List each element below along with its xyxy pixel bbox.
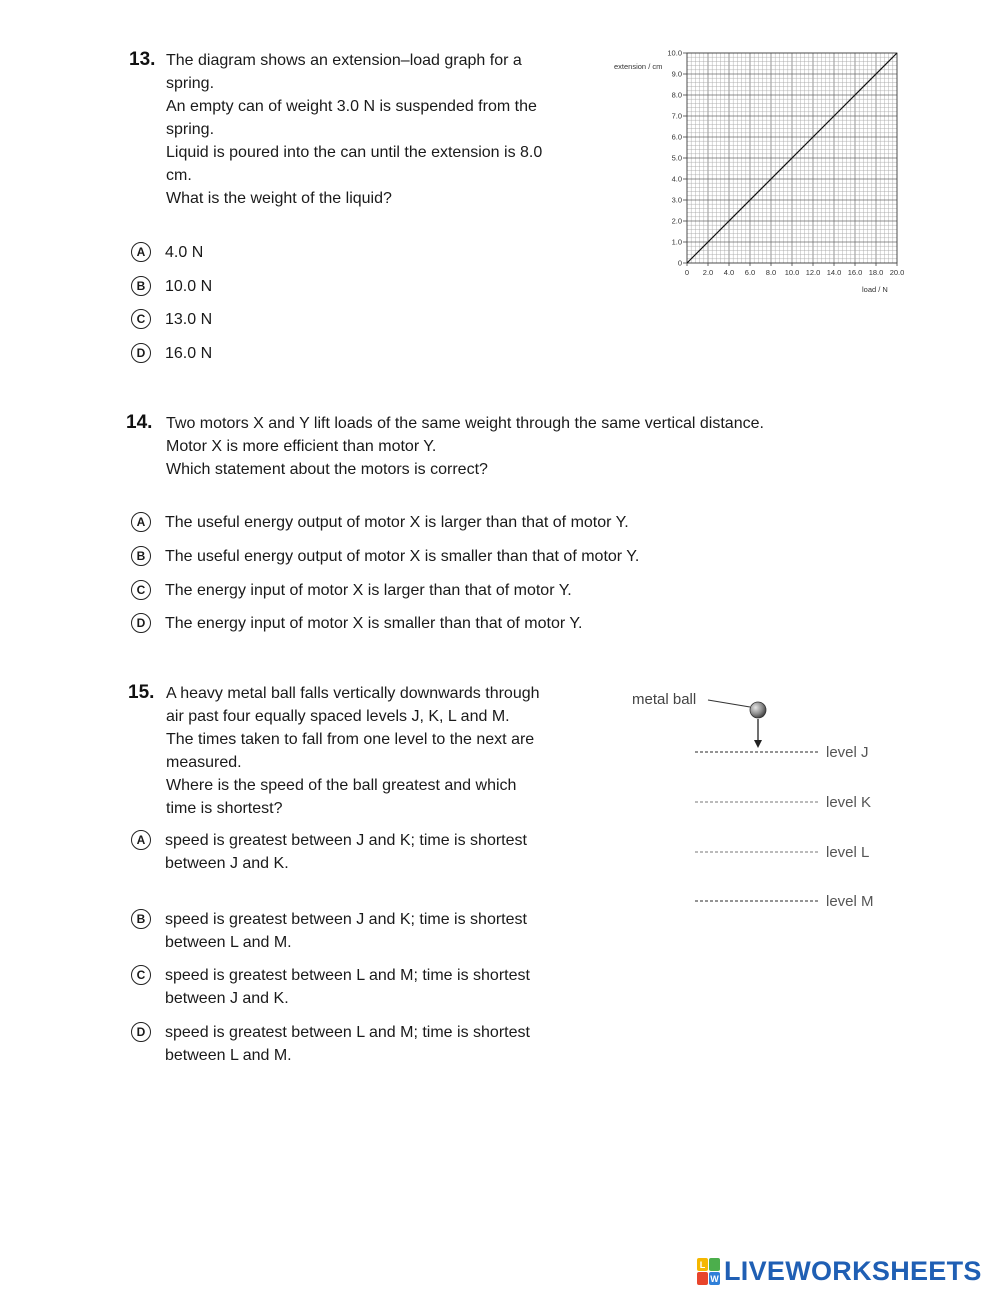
q13-option-c[interactable] xyxy=(131,308,212,331)
x-tick-label: 10.0 xyxy=(784,268,800,277)
logo-tile xyxy=(697,1272,708,1285)
q15-option-c[interactable] xyxy=(131,964,530,1010)
option-text-line: speed is greatest between L and M; time is shortest xyxy=(165,1024,530,1041)
stem-line: The diagram shows an extension–load graph for a xyxy=(166,52,522,69)
stem-line: measured. xyxy=(166,754,242,771)
option-text: The energy input of motor X is smaller than that of motor Y. xyxy=(165,615,583,632)
option-text: The useful energy output of motor X is smaller than that of motor Y. xyxy=(165,548,640,565)
y-tick-label: 6.0 xyxy=(671,132,682,142)
option-letter-circle[interactable]: D xyxy=(131,1022,151,1042)
option-letter-circle[interactable]: D xyxy=(131,343,151,363)
y-tick-label: 8.0 xyxy=(671,90,682,100)
logo-tile-letter: W xyxy=(710,1273,719,1284)
x-axis-label: load / N xyxy=(862,285,888,294)
metal-ball-label: metal ball xyxy=(632,691,697,708)
option-text: 4.0 N xyxy=(165,244,204,261)
stem-line: Where is the speed of the ball greatest and which xyxy=(166,777,517,794)
option-text xyxy=(165,829,527,875)
stem-line: spring. xyxy=(166,121,215,138)
stem-line: Two motors X and Y lift loads of the same weight through the same vertical distance. xyxy=(166,415,764,432)
option-text: 16.0 N xyxy=(165,345,213,362)
y-tick-label: 10.0 xyxy=(667,48,682,58)
stem-line: What is the weight of the liquid? xyxy=(166,190,392,207)
x-tick-label: 20.0 xyxy=(889,268,905,277)
x-tick-label: 14.0 xyxy=(826,268,842,277)
extension-load-graph xyxy=(606,44,916,300)
option-letter-circle[interactable]: B xyxy=(131,546,151,566)
stem-line: cm. xyxy=(166,167,192,184)
x-tick-label: 16.0 xyxy=(847,268,863,277)
option-letter-circle[interactable]: C xyxy=(131,965,151,985)
option-text: 10.0 N xyxy=(165,278,213,295)
y-tick-label: 1.0 xyxy=(671,237,682,247)
question-13-number: 13. xyxy=(129,49,156,70)
option-letter-circle[interactable]: B xyxy=(131,276,151,296)
y-tick-label: 9.0 xyxy=(671,69,682,79)
y-tick-label: 4.0 xyxy=(671,174,682,184)
x-tick-label: 6.0 xyxy=(744,268,756,277)
label-leader-line xyxy=(708,700,750,707)
option-text-line: between L and M. xyxy=(165,1047,292,1064)
q15-option-b[interactable] xyxy=(131,908,527,954)
option-text: 13.0 N xyxy=(165,311,213,328)
option-text-line: speed is greatest between J and K; time is shortest xyxy=(165,832,527,849)
stem-line: air past four equally spaced levels J, K, L and M. xyxy=(166,708,510,725)
option-letter-circle[interactable]: D xyxy=(131,613,151,633)
stem-line: Which statement about the motors is correct? xyxy=(166,461,488,478)
metal-ball xyxy=(750,702,766,718)
option-text: The useful energy output of motor X is larger than that of motor Y. xyxy=(165,514,629,531)
stem-line: Liquid is poured into the can until the extension is 8.0 xyxy=(166,144,543,161)
stem-line: An empty can of weight 3.0 N is suspended from the xyxy=(166,98,537,115)
fall-arrowhead xyxy=(754,740,762,748)
stem-line: Motor X is more efficient than motor Y. xyxy=(166,438,437,455)
logo-tile-letter: L xyxy=(699,1259,706,1270)
option-letter-circle[interactable]: C xyxy=(131,309,151,329)
logo-text: LIVEWORKSHEETS xyxy=(724,1256,982,1286)
logo-tiles-icon xyxy=(697,1258,721,1286)
question-14-number: 14. xyxy=(126,412,153,433)
logo-tile xyxy=(709,1258,720,1271)
option-letter-circle[interactable]: B xyxy=(131,909,151,929)
q15-option-d[interactable] xyxy=(131,1021,530,1067)
option-letter-circle[interactable]: C xyxy=(131,580,151,600)
question-14-stem xyxy=(166,412,764,481)
stem-line: The times taken to fall from one level to the next are xyxy=(166,731,535,748)
liveworksheets-logo[interactable] xyxy=(697,1256,982,1287)
x-tick-label: 12.0 xyxy=(805,268,821,277)
option-letter-circle[interactable]: A xyxy=(131,512,151,532)
level-m-label: level M xyxy=(826,893,874,910)
q14-option-a[interactable] xyxy=(131,511,629,534)
option-text xyxy=(165,908,527,954)
option-text-line: between L and M. xyxy=(165,934,292,951)
option-text xyxy=(165,1021,530,1067)
y-tick-label: 3.0 xyxy=(671,195,682,205)
level-j-label: level J xyxy=(826,744,869,761)
y-tick-label: 7.0 xyxy=(671,111,682,121)
level-l-label: level L xyxy=(826,844,870,861)
x-tick-label: 0 xyxy=(684,268,690,277)
stem-line: time is shortest? xyxy=(166,800,283,817)
option-text-line: speed is greatest between J and K; time is shortest xyxy=(165,911,527,928)
x-tick-label: 2.0 xyxy=(702,268,714,277)
question-15-number: 15. xyxy=(128,682,155,703)
option-text xyxy=(165,964,530,1010)
y-tick-label: 2.0 xyxy=(671,216,682,226)
x-tick-label: 18.0 xyxy=(868,268,884,277)
option-letter-circle[interactable]: A xyxy=(131,242,151,262)
option-text-line: speed is greatest between L and M; time is shortest xyxy=(165,967,530,984)
q13-option-a[interactable] xyxy=(131,241,203,264)
level-k-label: level K xyxy=(826,794,872,811)
q14-option-c[interactable] xyxy=(131,579,572,602)
y-tick-label: 5.0 xyxy=(671,153,682,163)
falling-ball-diagram xyxy=(620,680,920,920)
stem-line: spring. xyxy=(166,75,215,92)
option-letter-circle[interactable]: A xyxy=(131,830,151,850)
y-axis-label: extension / cm xyxy=(614,62,663,71)
question-15-stem xyxy=(166,682,540,820)
x-tick-label: 4.0 xyxy=(723,268,735,277)
y-tick-label: 0 xyxy=(677,258,682,268)
stem-line: A heavy metal ball falls vertically downwards through xyxy=(166,685,540,702)
option-text-line: between J and K. xyxy=(165,990,289,1007)
option-text-line: between J and K. xyxy=(165,855,289,872)
q14-option-d[interactable] xyxy=(131,612,582,635)
q13-option-b[interactable] xyxy=(131,275,212,298)
q14-option-b[interactable] xyxy=(131,545,639,568)
question-13-stem xyxy=(166,49,542,210)
q15-option-a[interactable] xyxy=(131,829,527,875)
q13-option-d[interactable] xyxy=(131,342,212,365)
x-tick-label: 8.0 xyxy=(765,268,777,277)
option-text: The energy input of motor X is larger than that of motor Y. xyxy=(165,582,572,599)
